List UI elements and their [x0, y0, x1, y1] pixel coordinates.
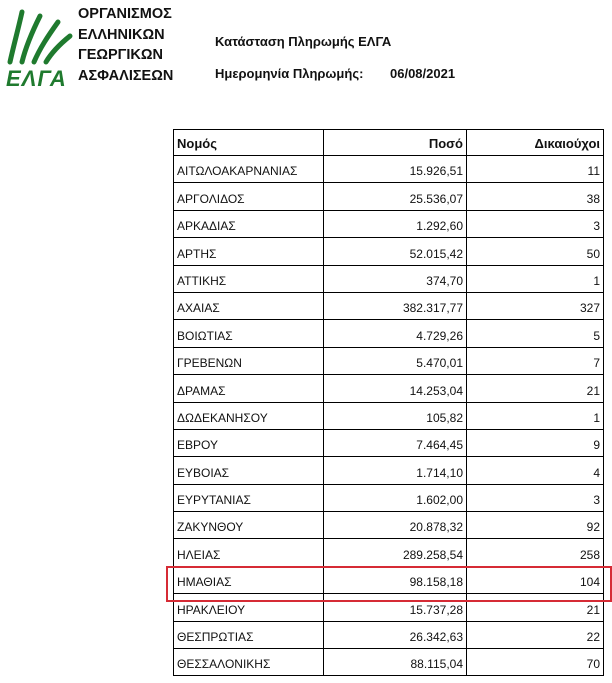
- table-row: [174, 403, 604, 430]
- cell-amount: 289.258,54: [324, 539, 467, 565]
- cell-beneficiaries: 21: [467, 375, 604, 401]
- cell-prefecture: ΑΙΤΩΛΟΑΚΑΡΝΑΝΙΑΣ: [174, 156, 324, 182]
- table-row: [174, 183, 604, 210]
- cell-beneficiaries: 22: [467, 622, 604, 648]
- cell-amount: 14.253,04: [324, 375, 467, 401]
- cell-prefecture: ΔΡΑΜΑΣ: [174, 375, 324, 401]
- cell-amount: 52.015,42: [324, 238, 467, 264]
- elga-logo: [4, 4, 204, 92]
- cell-prefecture: ΑΡΓΟΛΙΔΟΣ: [174, 183, 324, 209]
- cell-amount: 15.926,51: [324, 156, 467, 182]
- org-line: ΟΡΓΑΝΙΣΜΟΣ: [78, 6, 172, 22]
- cell-amount: 5.470,01: [324, 348, 467, 374]
- table-row: [174, 430, 604, 457]
- cell-prefecture: ΕΥΡΥΤΑΝΙΑΣ: [174, 485, 324, 511]
- cell-beneficiaries: 21: [467, 594, 604, 620]
- cell-prefecture: ΔΩΔΕΚΑΝΗΣΟΥ: [174, 403, 324, 429]
- cell-amount: 374,70: [324, 266, 467, 292]
- payment-date-value: 06/08/2021: [390, 66, 456, 81]
- cell-amount: 98.158,18: [324, 567, 467, 593]
- cell-prefecture: ΕΒΡΟΥ: [174, 430, 324, 456]
- cell-beneficiaries: 1: [467, 266, 604, 292]
- cell-prefecture: ΖΑΚΥΝΘΟΥ: [174, 512, 324, 538]
- cell-beneficiaries: 104: [467, 567, 604, 593]
- cell-beneficiaries: 5: [467, 320, 604, 346]
- org-line: ΓΕΩΡΓΙΚΩΝ: [78, 47, 163, 63]
- table-row: [174, 512, 604, 539]
- column-header-amount: Ποσό: [324, 130, 467, 155]
- wheat-logo-icon: [4, 4, 74, 66]
- cell-prefecture: ΑΤΤΙΚΗΣ: [174, 266, 324, 292]
- org-line: ΕΛΛΗΝΙΚΩΝ: [78, 26, 165, 43]
- cell-prefecture: ΗΜΑΘΙΑΣ: [174, 567, 324, 593]
- table-row: [174, 348, 604, 375]
- cell-prefecture: ΑΡΤΗΣ: [174, 238, 324, 264]
- table-row: [174, 375, 604, 402]
- cell-amount: 1.714,10: [324, 457, 467, 483]
- cell-prefecture: ΑΡΚΑΔΙΑΣ: [174, 211, 324, 237]
- cell-amount: 105,82: [324, 403, 467, 429]
- table-row: [174, 485, 604, 512]
- cell-amount: 25.536,07: [324, 183, 467, 209]
- table-row: [174, 539, 604, 566]
- cell-beneficiaries: 50: [467, 238, 604, 264]
- cell-prefecture: ΕΥΒΟΙΑΣ: [174, 457, 324, 483]
- cell-beneficiaries: 327: [467, 293, 604, 319]
- cell-beneficiaries: 9: [467, 430, 604, 456]
- organization-name: [78, 4, 173, 86]
- cell-beneficiaries: 258: [467, 539, 604, 565]
- cell-beneficiaries: 7: [467, 348, 604, 374]
- cell-beneficiaries: 3: [467, 211, 604, 237]
- table-row: [174, 622, 604, 649]
- table-row: [174, 238, 604, 265]
- table-row: [174, 211, 604, 238]
- table-row: [174, 649, 604, 676]
- cell-beneficiaries: 3: [467, 485, 604, 511]
- cell-beneficiaries: 1: [467, 403, 604, 429]
- cell-beneficiaries: 92: [467, 512, 604, 538]
- cell-amount: 26.342,63: [324, 622, 467, 648]
- column-header-prefecture: Νομός: [174, 130, 324, 155]
- cell-amount: 382.317,77: [324, 293, 467, 319]
- cell-amount: 88.115,04: [324, 649, 467, 675]
- cell-prefecture: ΗΛΕΙΑΣ: [174, 539, 324, 565]
- payment-date: [215, 66, 455, 81]
- table-header-row: [174, 129, 604, 156]
- cell-prefecture: ΗΡΑΚΛΕΙΟΥ: [174, 594, 324, 620]
- table-row: [174, 156, 604, 183]
- table-row: [174, 266, 604, 293]
- highlight-box: [166, 566, 612, 602]
- column-header-beneficiaries: Δικαιούχοι: [467, 130, 604, 155]
- cell-beneficiaries: 38: [467, 183, 604, 209]
- cell-amount: 1.602,00: [324, 485, 467, 511]
- cell-prefecture: ΑΧΑΙΑΣ: [174, 293, 324, 319]
- cell-prefecture: ΘΕΣΠΡΩΤΙΑΣ: [174, 622, 324, 648]
- org-line: ΑΣΦΑΛΙΣΕΩΝ: [78, 67, 174, 84]
- table-row: [174, 457, 604, 484]
- table-row: [174, 293, 604, 320]
- cell-beneficiaries: 11: [467, 156, 604, 182]
- logo-abbreviation: ΕΛΓΑ: [6, 66, 67, 91]
- cell-amount: 20.878,32: [324, 512, 467, 538]
- payment-date-label: Ημερομηνία Πληρωμής:: [215, 66, 364, 81]
- cell-amount: 15.737,28: [324, 594, 467, 620]
- document-title: Κατάσταση Πληρωμής ΕΛΓΑ: [215, 34, 392, 49]
- cell-prefecture: ΓΡΕΒΕΝΩΝ: [174, 348, 324, 374]
- cell-prefecture: ΒΟΙΩΤΙΑΣ: [174, 320, 324, 346]
- cell-amount: 1.292,60: [324, 211, 467, 237]
- cell-beneficiaries: 70: [467, 649, 604, 675]
- cell-beneficiaries: 4: [467, 457, 604, 483]
- cell-amount: 4.729,26: [324, 320, 467, 346]
- table-row: [174, 320, 604, 347]
- cell-prefecture: ΘΕΣΣΑΛΟΝΙΚΗΣ: [174, 649, 324, 675]
- cell-amount: 7.464,45: [324, 430, 467, 456]
